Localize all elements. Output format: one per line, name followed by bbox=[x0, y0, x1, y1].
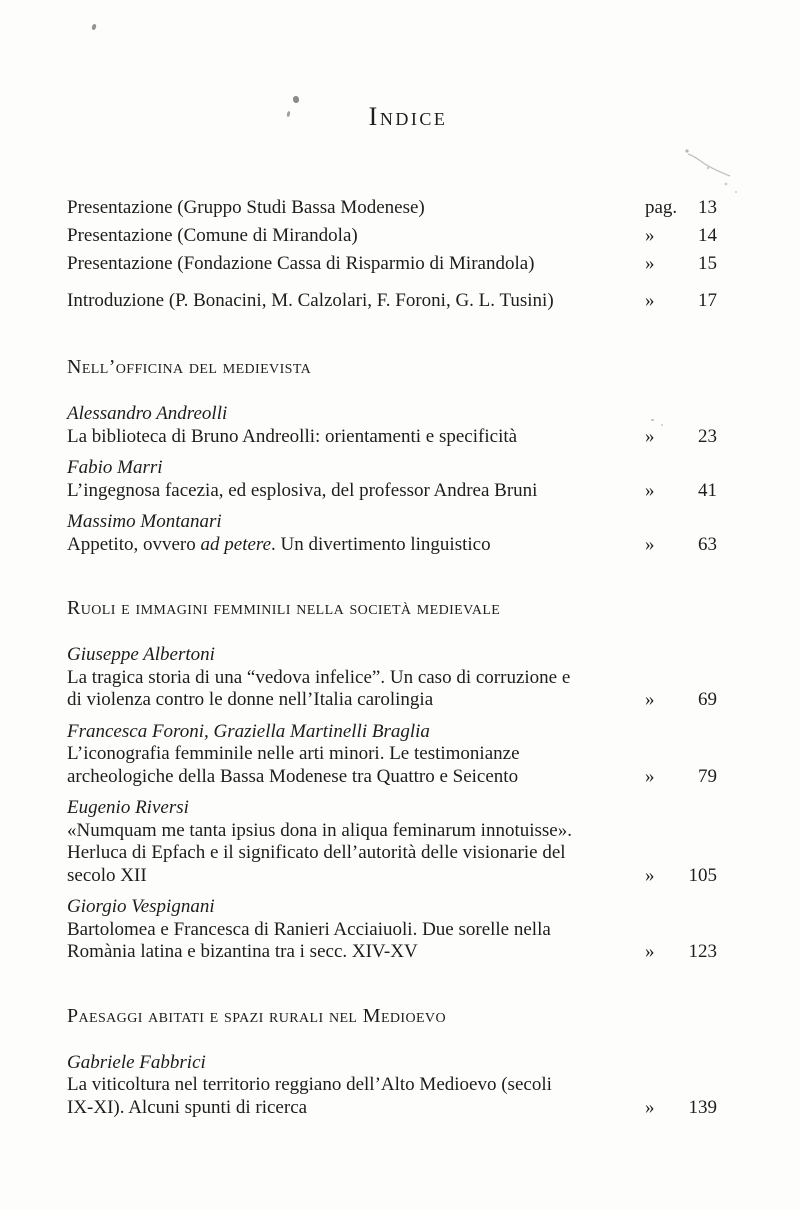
page-ref bbox=[645, 766, 717, 789]
page-number: 69 bbox=[698, 689, 717, 710]
ditto-mark: » bbox=[645, 689, 655, 710]
title-segment: . Un divertimento linguistico bbox=[271, 533, 491, 555]
entry-title-text: archeologiche della Bassa Modenese tra Quattro e Seicento bbox=[67, 765, 519, 787]
section-heading: Ruoli e immagini femminili nella società medievale bbox=[67, 597, 501, 619]
ditto-mark: » bbox=[645, 425, 655, 447]
page-ref bbox=[645, 941, 717, 964]
toc-entry bbox=[67, 457, 717, 502]
entry-author: Alessandro Andreolli bbox=[67, 403, 228, 424]
entry-title-text: La biblioteca di Bruno Andreolli: orientamenti e specificità bbox=[67, 425, 518, 447]
toc-entry bbox=[67, 721, 717, 789]
page-number: 79 bbox=[698, 765, 717, 787]
section-heading: Paesaggi abitati e spazi rurali nel Medioevo bbox=[67, 1004, 446, 1027]
ditto-mark: » bbox=[645, 864, 655, 886]
page-number: 105 bbox=[688, 864, 717, 886]
toc-row bbox=[67, 194, 717, 222]
page-ref bbox=[645, 534, 717, 557]
entry-title-line bbox=[67, 820, 717, 843]
page-number: 139 bbox=[688, 1096, 717, 1118]
toc-entry-title: Presentazione (Gruppo Studi Bassa Modenese) bbox=[67, 197, 425, 218]
entry-title-line bbox=[67, 426, 717, 449]
toc-section bbox=[67, 1005, 717, 1120]
ditto-mark: » bbox=[645, 1096, 655, 1118]
ditto-mark: » bbox=[645, 765, 655, 787]
title-segment-italic: ad petere bbox=[200, 533, 272, 555]
section-heading: Nell’officina del medievista bbox=[67, 356, 312, 378]
toc-entry bbox=[67, 644, 717, 712]
page-ref bbox=[645, 222, 717, 250]
toc-entry bbox=[67, 797, 717, 887]
entry-title-text: L’iconografia femminile nelle arti minori. Le testimonianze bbox=[67, 743, 520, 764]
entry-title-text: IX-XI). Alcuni spunti di ricerca bbox=[67, 1096, 308, 1118]
page-number: 23 bbox=[698, 425, 717, 447]
page-number: 41 bbox=[698, 479, 717, 501]
entry-author: Massimo Montanari bbox=[67, 511, 222, 532]
entry-title-text: di violenza contro le donne nell’Italia carolingia bbox=[67, 689, 434, 710]
entry-title-line bbox=[67, 667, 717, 690]
entry-title-line bbox=[67, 865, 717, 888]
entry-title-line bbox=[67, 689, 717, 712]
ditto-mark: » bbox=[645, 479, 655, 501]
page-ref bbox=[645, 194, 717, 222]
toc-row bbox=[67, 222, 717, 250]
page-ref bbox=[645, 689, 717, 712]
entry-title-line bbox=[67, 766, 717, 789]
entry-title-text: Herluca di Epfach e il significato dell’autorità delle visionarie del bbox=[67, 842, 566, 863]
page-ref bbox=[645, 287, 717, 315]
ditto-mark: » bbox=[645, 225, 655, 246]
entry-title-line bbox=[67, 941, 717, 964]
entry-author: Giuseppe Albertoni bbox=[67, 644, 215, 665]
page-number: 17 bbox=[698, 290, 717, 311]
entry-title-line bbox=[67, 1097, 717, 1120]
entry-title-text: L’ingegnosa facezia, ed esplosiva, del professor Andrea Bruni bbox=[67, 479, 538, 501]
toc-section bbox=[67, 597, 717, 964]
ditto-mark: » bbox=[645, 533, 655, 555]
entry-author: Eugenio Riversi bbox=[67, 797, 189, 818]
entry-title-text: La viticoltura nel territorio reggiano dell’Alto Medioevo (secoli bbox=[67, 1074, 552, 1095]
entry-title-text: Romània latina e bizantina tra i secc. XIV-XV bbox=[67, 941, 418, 962]
page-column-label: pag. bbox=[645, 197, 678, 218]
page-ref bbox=[645, 480, 717, 503]
ditto-mark: » bbox=[645, 253, 655, 274]
entry-title-text bbox=[67, 534, 645, 557]
front-matter-list bbox=[67, 194, 717, 315]
toc-entry-title: Presentazione (Comune di Mirandola) bbox=[67, 225, 358, 246]
toc-content bbox=[67, 0, 717, 1128]
entry-author: Gabriele Fabbrici bbox=[67, 1051, 206, 1073]
toc-entry bbox=[67, 511, 717, 556]
toc-section bbox=[67, 356, 717, 556]
entry-title-line bbox=[67, 534, 717, 557]
page-number: 15 bbox=[698, 253, 717, 274]
entry-title-line bbox=[67, 480, 717, 503]
page-ref bbox=[645, 250, 717, 278]
entry-title-text: «Numquam me tanta ipsius dona in aliqua feminarum innotuisse». bbox=[67, 819, 572, 841]
entry-title-text: secolo XII bbox=[67, 864, 147, 886]
entry-title-line bbox=[67, 1074, 717, 1097]
title-segment: Appetito, ovvero bbox=[67, 533, 201, 555]
page-number: 13 bbox=[698, 197, 717, 218]
toc-row bbox=[67, 250, 717, 278]
toc-entry-title: Introduzione (P. Bonacini, M. Calzolari, F. Foroni, G. L. Tusini) bbox=[67, 290, 554, 311]
page-ref bbox=[645, 1097, 717, 1120]
toc-entry-title: Presentazione (Fondazione Cassa di Risparmio di Mirandola) bbox=[67, 253, 535, 274]
entry-title-text: Bartolomea e Francesca di Ranieri Acciaiuoli. Due sorelle nella bbox=[67, 918, 551, 940]
entry-author: Fabio Marri bbox=[67, 457, 163, 478]
page-ref bbox=[645, 426, 717, 449]
ditto-mark: » bbox=[645, 290, 655, 311]
page-ref bbox=[645, 865, 717, 888]
entry-title-line bbox=[67, 842, 717, 865]
entry-title-line bbox=[67, 919, 717, 942]
toc-row bbox=[67, 287, 717, 315]
entry-title-line bbox=[67, 743, 717, 766]
ditto-mark: » bbox=[645, 941, 655, 962]
entry-author: Francesca Foroni, Graziella Martinelli Braglia bbox=[67, 720, 430, 742]
toc-entry bbox=[67, 403, 717, 448]
toc-entry bbox=[67, 1052, 717, 1120]
page-number: 63 bbox=[698, 533, 717, 555]
page-number: 14 bbox=[698, 225, 717, 246]
toc-entry bbox=[67, 896, 717, 964]
entry-author: Giorgio Vespignani bbox=[67, 896, 215, 917]
page-number: 123 bbox=[688, 941, 717, 962]
page-title: Indice bbox=[368, 102, 448, 131]
entry-title-text: La tragica storia di una “vedova infelice”. Un caso di corruzione e bbox=[67, 666, 571, 688]
